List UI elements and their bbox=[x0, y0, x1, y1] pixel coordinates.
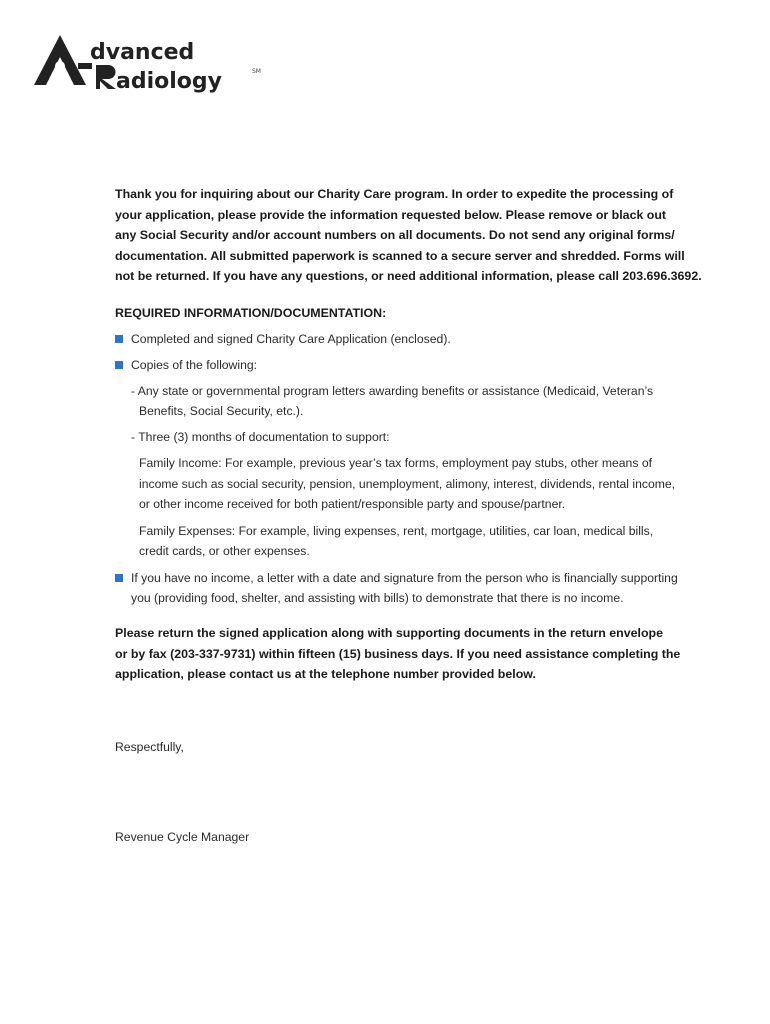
bullet-text: If you have no income, a letter with a date and signature from the person who is financially supporting bbox=[131, 570, 678, 585]
income-line: Family Income: For example, previous year’s tax forms, employment pay stubs, other means of bbox=[139, 456, 652, 471]
intro-line: any Social Security and/or account numbers on all documents. Do not send any original forms/ bbox=[115, 228, 675, 243]
dash-item bbox=[115, 381, 740, 422]
family-expenses-paragraph bbox=[115, 521, 740, 562]
bullet-text: Completed and signed Charity Care Application (enclosed). bbox=[131, 331, 451, 346]
dash-text: - Any state or governmental program letters awarding benefits or assistance (Medicaid, Veteran’s bbox=[131, 383, 654, 398]
income-line: or other income received for both patient/responsible party and spouse/partner. bbox=[139, 497, 566, 512]
dash-item bbox=[115, 427, 740, 448]
intro-line: documentation. All submitted paperwork is scanned to a secure server and shredded. Forms will bbox=[115, 248, 685, 263]
expense-line: credit cards, or other expenses. bbox=[139, 544, 310, 559]
square-bullet-icon bbox=[115, 335, 123, 343]
required-heading: REQUIRED INFORMATION/DOCUMENTATION: bbox=[115, 305, 387, 320]
list-item bbox=[115, 329, 740, 350]
logo-mark-icon bbox=[32, 33, 272, 95]
square-bullet-icon bbox=[115, 361, 123, 369]
sign-off: Respectfully, bbox=[115, 739, 184, 754]
signer-title: Revenue Cycle Manager bbox=[115, 829, 250, 844]
income-line: income such as social security, pension, unemployment, alimony, interest, dividends, rental income, bbox=[139, 476, 676, 491]
expense-line: Family Expenses: For example, living expenses, rent, mortgage, utilities, car loan, medical bills, bbox=[139, 523, 654, 538]
list-item bbox=[115, 355, 740, 376]
closing-line: Please return the signed application along with supporting documents in the return envelope bbox=[115, 625, 664, 640]
brand-word-radiology: adiology bbox=[116, 69, 222, 94]
advanced-radiology-logo bbox=[32, 33, 272, 95]
square-bullet-icon bbox=[115, 574, 123, 582]
bullet-text: you (providing food, shelter, and assisting with bills) to demonstrate that there is no income. bbox=[131, 591, 624, 606]
dash-text: - Three (3) months of documentation to support: bbox=[131, 429, 390, 444]
intro-line: Thank you for inquiring about our Charity Care program. In order to expedite the processing of bbox=[115, 187, 674, 201]
bullet-text: Copies of the following: bbox=[131, 358, 258, 373]
closing-line: or by fax (203-337-9731) within fifteen (15) business days. If you need assistance completing the bbox=[115, 646, 681, 661]
brand-word-advanced: dvanced bbox=[90, 40, 195, 65]
list-item bbox=[115, 568, 740, 609]
family-income-paragraph bbox=[115, 453, 740, 515]
letter-body bbox=[115, 184, 740, 844]
dash-text: Benefits, Social Security, etc.). bbox=[139, 404, 304, 419]
service-mark: SM bbox=[252, 68, 261, 75]
intro-paragraph bbox=[115, 184, 740, 287]
intro-line: your application, please provide the information requested below. Please remove or black out bbox=[115, 207, 667, 222]
closing-line: application, please contact us at the telephone number provided below. bbox=[115, 667, 536, 682]
intro-line: not be returned. If you have any questions, or need additional information, please call 203.696.3692. bbox=[115, 269, 702, 284]
closing-paragraph bbox=[115, 623, 740, 685]
